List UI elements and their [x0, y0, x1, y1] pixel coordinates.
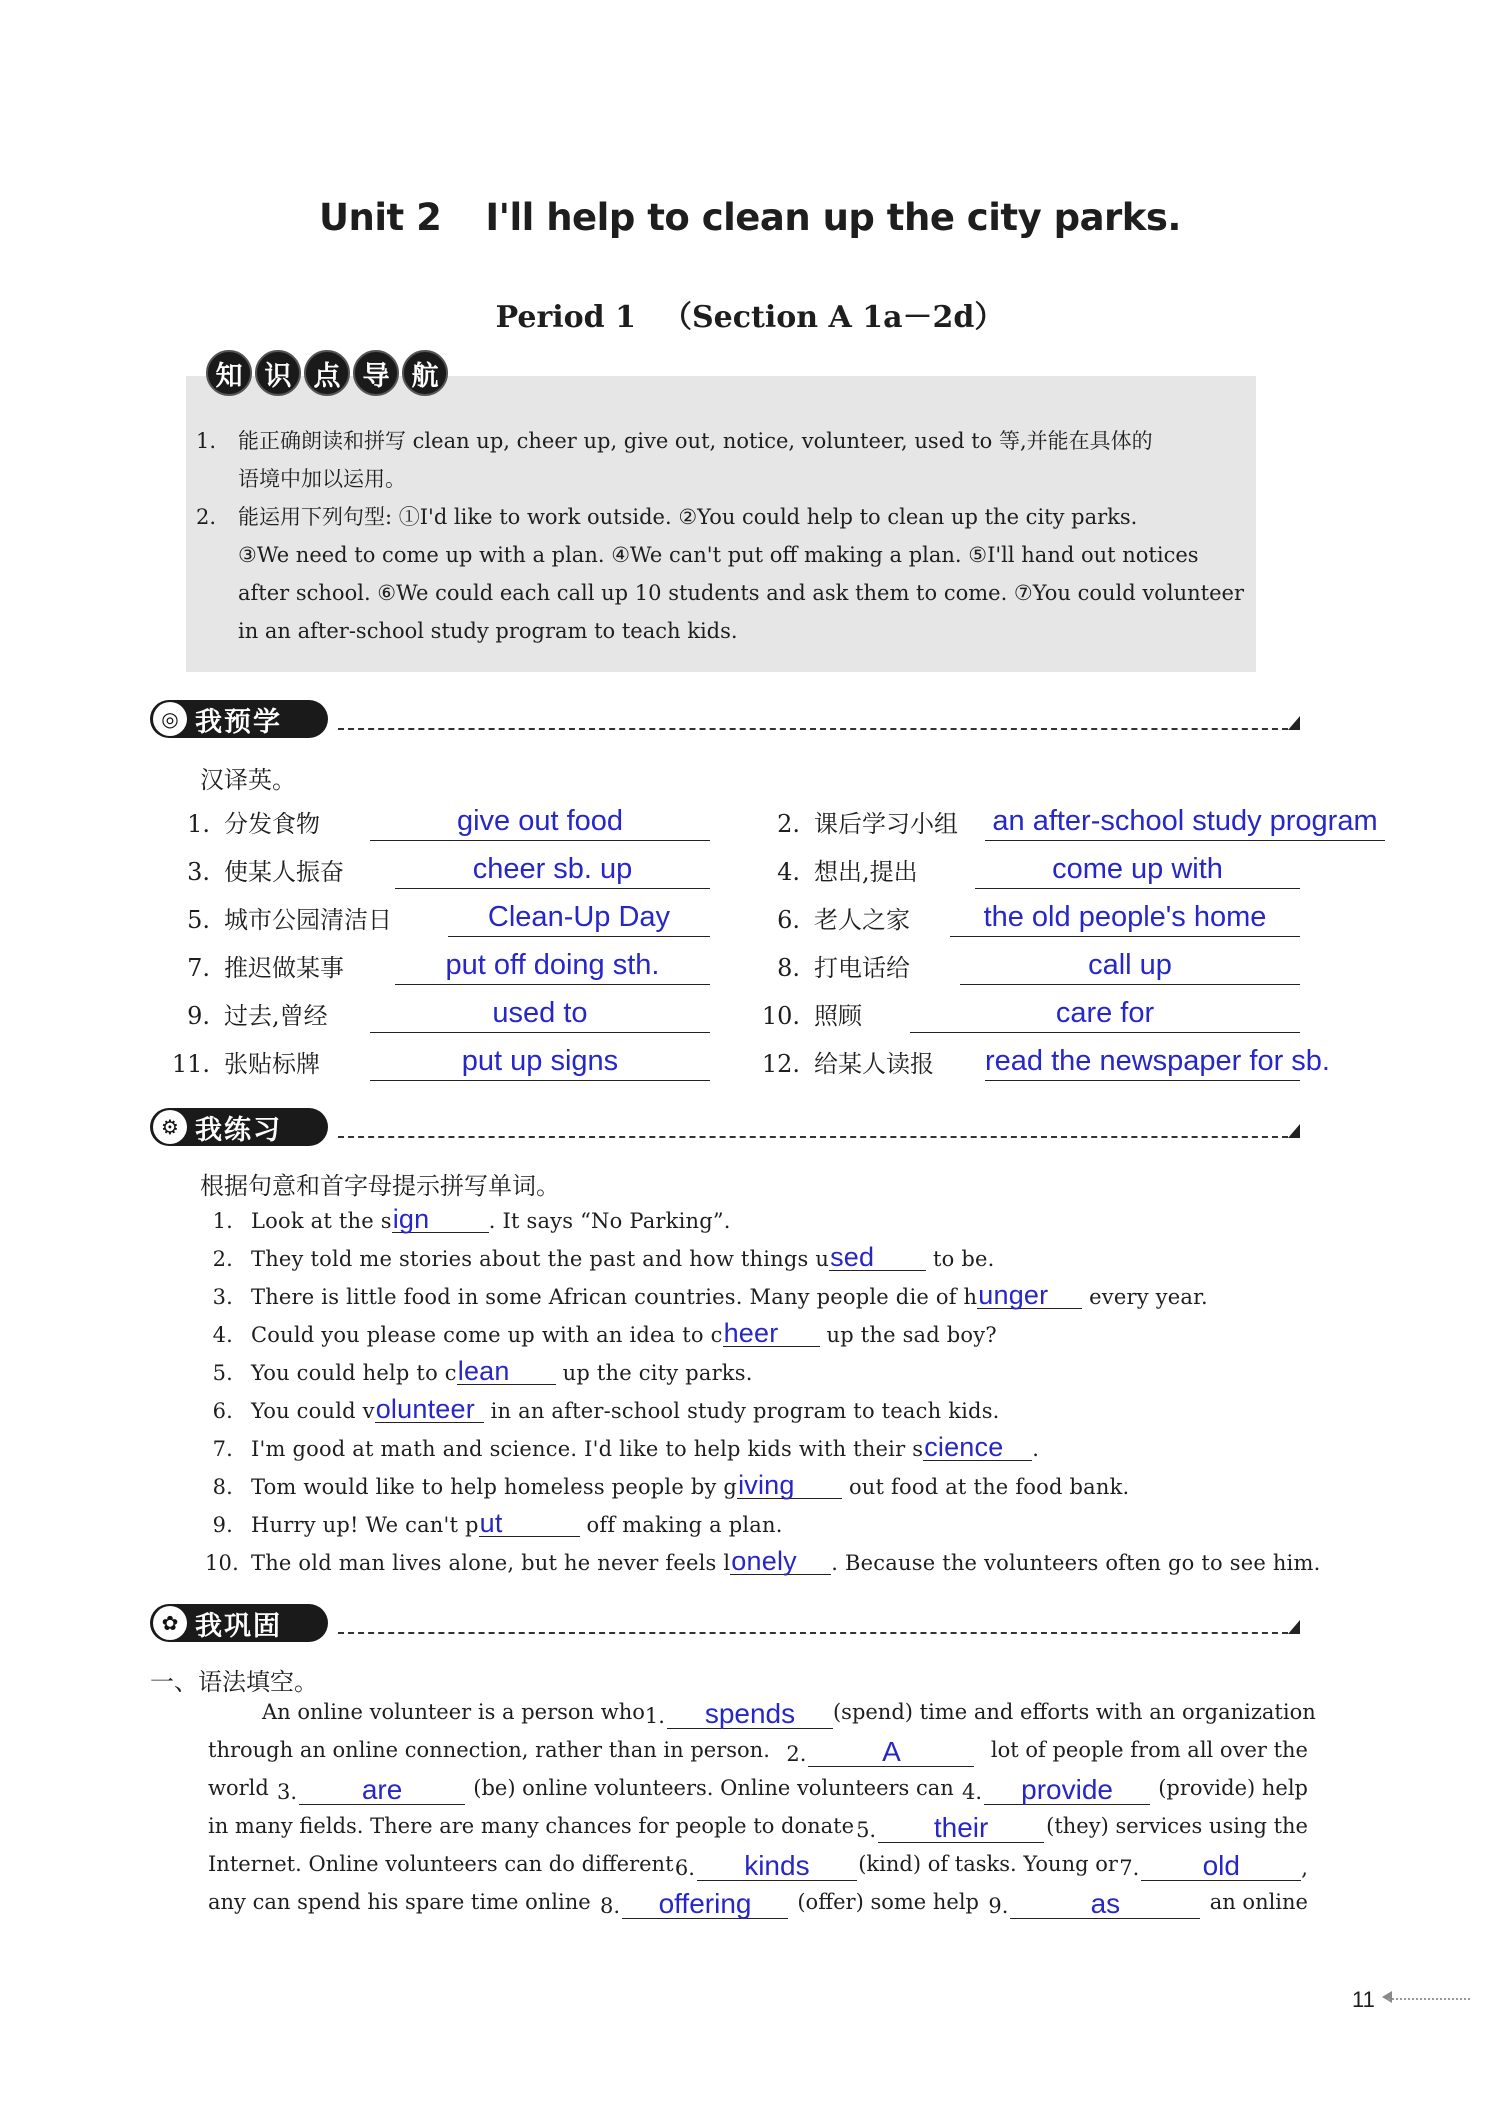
answer-blank[interactable]: A [808, 1738, 974, 1767]
answer-blank[interactable]: olunteer [375, 1396, 484, 1423]
answer-blank[interactable]: the old people's home [950, 902, 1300, 937]
answer-blank[interactable]: offering [622, 1890, 788, 1919]
answer-blank[interactable]: onely [730, 1548, 831, 1575]
knowledge-header-char: 点 [304, 350, 350, 396]
consolidate-section-header [150, 1604, 1310, 1650]
answer-blank[interactable]: their [878, 1814, 1044, 1843]
answer-blank[interactable]: used to [370, 998, 710, 1033]
vocab-item: 6. 老人之家 the old people's home [760, 900, 1400, 940]
answer-blank[interactable]: ut [479, 1510, 580, 1537]
answer-blank[interactable]: care for [910, 998, 1300, 1033]
practice-item: 5. You could help to clean up the city parks. [212, 1356, 753, 1386]
answer-blank[interactable]: heer [723, 1320, 820, 1347]
page-title [0, 196, 1500, 239]
vocab-item: 5. 城市公园清洁日 Clean-Up Day [170, 900, 710, 940]
grammar-section-title: 一、语法填空。 [150, 1668, 318, 1696]
answer-blank[interactable]: sed [829, 1244, 926, 1271]
practice-item: 9. Hurry up! We can't put off making a plan. [212, 1508, 783, 1538]
vocab-item: 10. 照顾 care for [760, 996, 1400, 1036]
knowledge-header [206, 350, 448, 398]
point-text: 语境中加以运用。 [238, 467, 406, 491]
point-text: 能正确朗读和拼写 clean up, cheer up, give out, notice, volunteer, used to 等,并能在具体的 [238, 429, 1153, 453]
page-arrow-icon [1382, 1991, 1392, 2003]
answer-blank[interactable]: ign [392, 1206, 489, 1233]
period-title [0, 292, 1500, 336]
answer-blank[interactable]: lean [457, 1358, 556, 1385]
practice-item: 7. I'm good at math and science. I'd like to help kids with their science . [212, 1432, 1040, 1462]
answer-blank[interactable]: cience [923, 1434, 1032, 1461]
period-section: （Section A 1a－2d） [661, 300, 1005, 335]
answer-blank[interactable]: Clean-Up Day [448, 902, 710, 937]
answer-blank[interactable]: provide [984, 1776, 1150, 1805]
vocab-item: 3. 使某人振奋 cheer sb. up [170, 852, 710, 892]
point-text: in an after-school study program to teach kids. [238, 619, 738, 643]
practice-instruction: 根据句意和首字母提示拼写单词。 [200, 1172, 560, 1200]
bullseye-icon: ◎ [153, 702, 187, 736]
vocab-item: 9. 过去,曾经 used to [170, 996, 710, 1036]
vocab-item: 12. 给某人读报 read the newspaper for sb. [760, 1044, 1400, 1084]
practice-item: 10. The old man lives alone, but he never feels lonely . Because the volunteers often go to see him. [205, 1546, 1321, 1576]
answer-blank[interactable]: iving [737, 1472, 842, 1499]
answer-blank[interactable]: as [1010, 1890, 1200, 1919]
answer-blank[interactable]: unger [977, 1282, 1082, 1309]
answer-blank[interactable]: kinds [697, 1852, 857, 1881]
point-number: 1. [196, 429, 217, 453]
section-label: 我预学 [195, 706, 282, 738]
vocab-item: 1. 分发食物 give out food [170, 804, 710, 844]
answer-blank[interactable]: cheer sb. up [395, 854, 710, 889]
answer-blank[interactable]: come up with [975, 854, 1300, 889]
practice-item: 3. There is little food in some African countries. Many people die of hunger every year. [212, 1280, 1208, 1310]
answer-blank[interactable]: put up signs [370, 1046, 710, 1081]
section-label: 我巩固 [195, 1610, 282, 1642]
unit-label: Unit 2 [318, 196, 442, 239]
vocab-item: 11. 张贴标牌 put up signs [170, 1044, 710, 1084]
vocab-item: 8. 打电话给 call up [760, 948, 1400, 988]
unit-title: I'll help to clean up the city parks. [485, 196, 1181, 239]
practice-item: 4. Could you please come up with an idea to cheer up the sad boy? [212, 1318, 997, 1348]
knowledge-header-char: 航 [402, 350, 448, 396]
vocab-item: 4. 想出,提出 come up with [760, 852, 1400, 892]
answer-blank[interactable]: spends [667, 1700, 833, 1729]
answer-blank[interactable]: put off doing sth. [395, 950, 710, 985]
period-label: Period 1 [495, 300, 636, 335]
lightbulb-icon: ✿ [153, 1606, 187, 1640]
knowledge-point [196, 422, 1256, 650]
preview-section-header [150, 700, 1310, 746]
answer-blank[interactable]: an after-school study program [985, 806, 1385, 841]
point-text: after school. ⑥We could each call up 10 students and ask them to come. ⑦You could volunteer [238, 581, 1244, 605]
point-text: 能运用下列句型: ①I'd like to work outside. ②You could help to clean up the city parks. [238, 505, 1138, 529]
answer-blank[interactable]: are [299, 1776, 465, 1805]
knowledge-header-char: 识 [255, 350, 301, 396]
preview-instruction: 汉译英。 [200, 766, 296, 794]
practice-section-header [150, 1108, 1310, 1154]
practice-item: 1. Look at the sign . It says “No Parking”. [212, 1204, 731, 1234]
practice-item: 2. They told me stories about the past and how things used to be. [212, 1242, 995, 1272]
point-text: ③We need to come up with a plan. ④We can't put off making a plan. ⑤I'll hand out notices [238, 543, 1199, 567]
point-number: 2. [196, 505, 217, 529]
knowledge-header-char: 知 [206, 350, 252, 396]
knowledge-header-char: 导 [353, 350, 399, 396]
answer-blank[interactable]: read the newspaper for sb. [985, 1046, 1300, 1081]
answer-blank[interactable]: old [1141, 1852, 1301, 1881]
grammar-passage: An online volunteer is a person who 1. spends (spend) time and efforts with an organization through an online connection, rather than in person. 2. A lot of people from all over the world 3. are (be) online volunteers. Online volunteers can 4. provide (provide) help in many fields. There are many chances for people to donate 5. their (they) services using the Internet. Online volunteers can do different 6. kinds (kind) of tasks. Young or 7. old , any can spend his spare time online 8. offering (offer) some help 9. as an online [208, 1698, 1316, 1919]
cyclist-icon: ⚙ [153, 1110, 187, 1144]
practice-item: 6. You could volunteer in an after-school study program to teach kids. [212, 1394, 1000, 1424]
answer-blank[interactable]: give out food [370, 806, 710, 841]
answer-blank[interactable]: call up [960, 950, 1300, 985]
practice-item: 8. Tom would like to help homeless people by giving out food at the food bank. [212, 1470, 1130, 1500]
page-number: 11 [1352, 1987, 1375, 2012]
section-label: 我练习 [195, 1114, 282, 1146]
vocab-item: 2. 课后学习小组 an after-school study program [760, 804, 1400, 844]
vocab-item: 7. 推迟做某事 put off doing sth. [170, 948, 710, 988]
